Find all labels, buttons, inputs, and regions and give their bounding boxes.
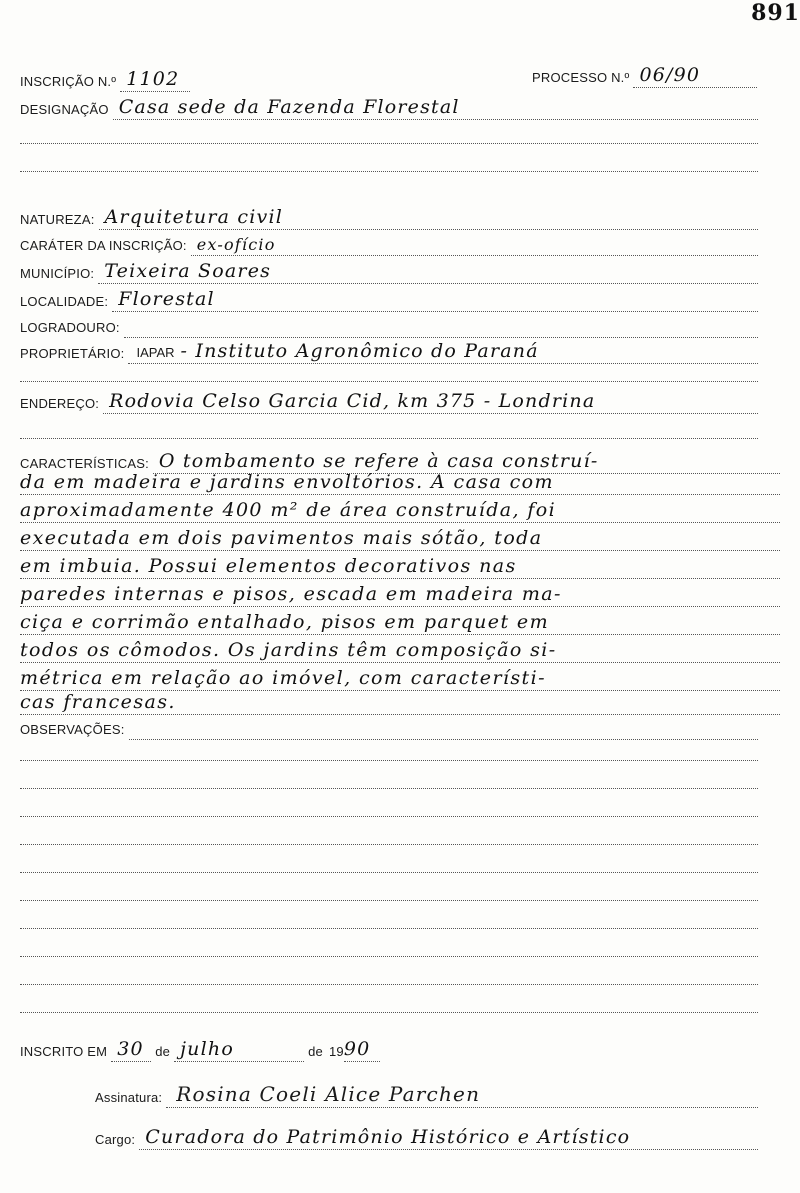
inscrito-field bbox=[20, 1034, 420, 1062]
caracteristicas-line bbox=[20, 686, 780, 715]
year-value: 90 bbox=[343, 1039, 371, 1060]
proprietario-line bbox=[128, 341, 758, 364]
text-line: aproximadamente 400 m² de área construída, foi bbox=[20, 499, 557, 521]
proprietario-field bbox=[20, 336, 758, 364]
municipio-field bbox=[20, 256, 758, 284]
blank-line bbox=[20, 844, 758, 845]
caracteristicas-line bbox=[20, 606, 780, 635]
observacoes-label: OBSERVAÇÕES: bbox=[20, 722, 125, 737]
text-line: ciça e corrimão entalhado, pisos em parquet em bbox=[20, 611, 549, 633]
designacao-label: DESIGNAÇÃO bbox=[20, 102, 109, 117]
inscricao-label: INSCRIÇÃO N.º bbox=[20, 74, 117, 89]
caracteristicas-first-line: O tombamento se refere à casa construí- bbox=[158, 451, 599, 472]
municipio-value: Teixeira Soares bbox=[104, 261, 272, 282]
day-value: 30 bbox=[117, 1039, 144, 1060]
processo-line bbox=[633, 65, 757, 88]
text-line: em imbuia. Possui elementos decorativos nas bbox=[20, 555, 517, 577]
caracteristicas-line bbox=[20, 550, 780, 579]
year-line bbox=[344, 1039, 380, 1062]
cargo-value: Curadora do Patrimônio Histórico e Artístico bbox=[145, 1126, 631, 1148]
cargo-label: Cargo: bbox=[95, 1132, 136, 1147]
municipio-line bbox=[98, 261, 758, 284]
natureza-line bbox=[99, 207, 758, 230]
carater-field bbox=[20, 228, 758, 256]
signature: Rosina Coeli Alice Parchen bbox=[176, 1082, 481, 1106]
page-number: 891 bbox=[751, 0, 800, 26]
endereco-line bbox=[103, 391, 758, 414]
blank-line bbox=[20, 928, 758, 929]
caracteristicas-line bbox=[20, 466, 780, 495]
endereco-field bbox=[20, 386, 758, 414]
blank-line bbox=[20, 984, 758, 985]
inscricao-line bbox=[120, 69, 190, 92]
proprietario-prefix: IAPAR bbox=[136, 345, 175, 360]
blank-line bbox=[20, 381, 758, 382]
proprietario-value: - Instituto Agronômico do Paraná bbox=[180, 341, 539, 362]
processo-label: PROCESSO N.º bbox=[532, 70, 630, 85]
blank-line bbox=[20, 816, 758, 817]
municipio-label: MUNICÍPIO: bbox=[20, 266, 95, 281]
blank-line bbox=[20, 438, 758, 439]
blank-line bbox=[20, 956, 758, 957]
endereco-value: Rodovia Celso Garcia Cid, km 375 - Londrina bbox=[109, 391, 596, 412]
blank-line bbox=[20, 872, 758, 873]
designacao-field bbox=[20, 92, 758, 120]
de-label: de bbox=[308, 1044, 323, 1059]
blank-line bbox=[20, 760, 758, 761]
observacoes-value bbox=[129, 738, 135, 739]
blank-line bbox=[20, 171, 758, 172]
logradouro-label: LOGRADOURO: bbox=[20, 320, 120, 335]
natureza-value: Arquitetura civil bbox=[104, 207, 284, 228]
inscrito-label: INSCRITO EM bbox=[20, 1044, 108, 1059]
text-line: todos os cômodos. Os jardins têm composição si- bbox=[20, 639, 557, 661]
blank-line bbox=[20, 900, 758, 901]
assinatura-line bbox=[166, 1079, 758, 1108]
natureza-field bbox=[20, 202, 758, 230]
text-line: da em madeira e jardins envoltórios. A casa com bbox=[20, 471, 554, 493]
year-prefix: 19 bbox=[328, 1044, 344, 1059]
localidade-line bbox=[112, 289, 758, 312]
observacoes-field bbox=[20, 712, 758, 740]
localidade-label: LOCALIDADE: bbox=[20, 294, 109, 309]
text-line: cas francesas. bbox=[20, 691, 176, 713]
assinatura-field bbox=[95, 1078, 758, 1108]
carater-line bbox=[191, 233, 758, 256]
processo-field bbox=[532, 60, 757, 88]
observacoes-line bbox=[129, 717, 758, 740]
caracteristicas-line bbox=[20, 494, 780, 523]
designacao-value: Casa sede da Fazenda Florestal bbox=[118, 97, 460, 118]
localidade-field bbox=[20, 284, 758, 312]
day-line bbox=[111, 1039, 151, 1062]
cargo-line bbox=[139, 1121, 758, 1150]
inscricao-field bbox=[20, 64, 380, 92]
month-line bbox=[174, 1039, 304, 1062]
de-label: de bbox=[155, 1044, 171, 1059]
logradouro-line bbox=[124, 315, 758, 338]
natureza-label: NATUREZA: bbox=[20, 212, 95, 227]
logradouro-field bbox=[20, 310, 758, 338]
carater-value: ex-ofício bbox=[196, 235, 276, 254]
text-line: executada em dois pavimentos mais sótão, toda bbox=[20, 527, 543, 549]
designacao-line bbox=[113, 97, 758, 120]
caracteristicas-line bbox=[20, 634, 780, 663]
caracteristicas-line bbox=[20, 522, 780, 551]
blank-line bbox=[20, 143, 758, 144]
text-line: paredes internas e pisos, escada em madeira ma- bbox=[20, 583, 562, 605]
caracteristicas-line bbox=[20, 578, 780, 607]
endereco-label: ENDEREÇO: bbox=[20, 396, 100, 411]
cargo-field bbox=[95, 1120, 758, 1150]
processo-value: 06/90 bbox=[639, 65, 701, 86]
caracteristicas-label: CARACTERÍSTICAS: bbox=[20, 456, 149, 471]
text-line: métrica em relação ao imóvel, com característi- bbox=[20, 667, 546, 689]
localidade-value: Florestal bbox=[118, 289, 215, 310]
month-value: julho bbox=[180, 1039, 234, 1060]
carater-label: CARÁTER DA INSCRIÇÃO: bbox=[20, 238, 187, 253]
blank-line bbox=[20, 1012, 758, 1013]
proprietario-label: PROPRIETÁRIO: bbox=[20, 346, 125, 361]
inscricao-value: 1102 bbox=[126, 69, 180, 90]
blank-line bbox=[20, 788, 758, 789]
assinatura-label: Assinatura: bbox=[95, 1090, 163, 1105]
